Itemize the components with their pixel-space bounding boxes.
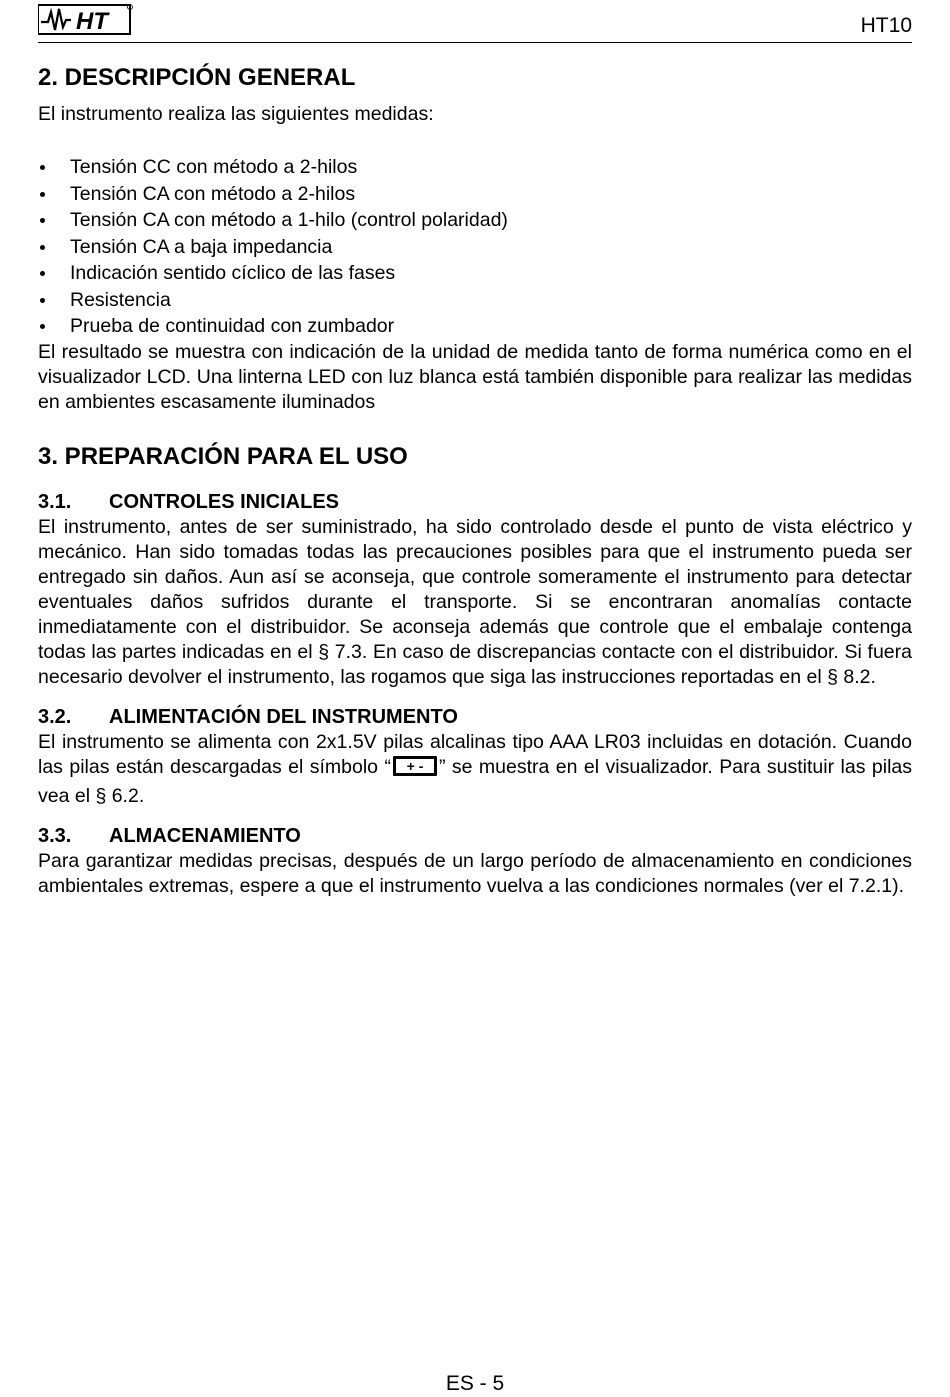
ht-logo	[38, 3, 134, 35]
battery-low-icon	[392, 755, 438, 784]
subsection-title: ALMACENAMIENTO	[109, 824, 301, 847]
subsection-title: ALIMENTACIÓN DEL INSTRUMENTO	[109, 705, 458, 728]
subsection-title: CONTROLES INICIALES	[109, 490, 340, 513]
bullet-icon	[40, 192, 45, 197]
bullet-icon	[40, 298, 45, 303]
result-paragraph: El resultado se muestra con indicación de la unidad de medida tanto de forma numérica como en el visualizador LCD. Una linterna LED con luz blanca está también disponible para realizar las medidas en ambientes escasamente iluminados	[38, 340, 912, 413]
list-item-text: Indicación sentido cíclico de las fases	[70, 262, 396, 284]
list-item-text: Prueba de continuidad con zumbador	[70, 315, 395, 337]
subsection-3-2-heading	[38, 704, 912, 730]
list-item	[38, 313, 912, 340]
power-text-after: ” se muestra en el visualizador. Para sustituir las pilas vea el § 6.2.	[38, 755, 912, 807]
list-item	[38, 154, 912, 181]
list-item-text: Tensión CC con método a 2-hilos	[70, 156, 358, 178]
storage-paragraph: Para garantizar medidas precisas, después de un largo período de almacenamiento en condiciones ambientales extremas, espere a que el instrumento vuelva a las condiciones normales (ver el 7.2.1).	[38, 849, 912, 897]
list-item	[38, 287, 912, 314]
list-item-text: Tensión CA con método a 2-hilos	[70, 182, 356, 205]
section-2-intro: El instrumento realiza las siguientes medidas:	[38, 103, 434, 125]
list-item	[38, 234, 912, 261]
ht-logo-icon	[38, 3, 134, 35]
subsection-3-1-heading	[38, 489, 912, 515]
list-item-text: Tensión CA con método a 1-hilo (control polaridad)	[70, 209, 508, 231]
list-item	[38, 260, 912, 287]
battery-icon-label: + -	[406, 757, 424, 774]
section-2-title: 2. DESCRIPCIÓN GENERAL	[38, 64, 356, 91]
document-body	[38, 60, 912, 899]
list-item-text: Resistencia	[70, 288, 171, 311]
bullet-icon	[40, 245, 45, 250]
model-label: HT10	[860, 14, 912, 37]
bullet-icon	[40, 218, 45, 223]
power-supply-paragraph	[38, 730, 912, 809]
bullet-icon	[40, 271, 45, 276]
subsection-number: 3.3.	[38, 824, 72, 847]
subsection-number: 3.1.	[38, 490, 72, 513]
subsection-3-3-heading	[38, 823, 912, 849]
page-header	[38, 0, 912, 43]
bullet-icon	[40, 324, 45, 329]
section-3-title: 3. PREPARACIÓN PARA EL USO	[38, 442, 408, 470]
power-text-before: El instrumento se alimenta con 2x1.5V pilas alcalinas tipo AAA LR03 incluidas en dotación. Cuando las pilas están descargadas el símbolo “	[38, 730, 912, 778]
logo-text: HT	[76, 8, 108, 35]
measures-list	[38, 154, 912, 340]
list-item	[38, 181, 912, 208]
list-item	[38, 207, 912, 234]
bullet-icon	[40, 165, 45, 170]
subsection-number: 3.2.	[38, 705, 72, 728]
page-number: ES - 5	[445, 1372, 505, 1395]
initial-checks-paragraph: El instrumento, antes de ser suministrado, ha sido controlado desde el punto de vista eléctrico y mecánico. Han sido tomadas todas las precauciones posibles para que el instrumento pueda ser entregado sin daños. Aun así se aconseja, que controle someramente el instrumento para detectar eventuales daños sufridos durante el transporte. Si se encontraran anomalías contacte inmediatamente con el distribuidor. Se aconseja además que controle que el embalaje contenga todas las partes indicadas en el § 7.3. En caso de discrepancias contacte con el distribuidor. Si fuera necesario devolver el instrumento, las rogamos que siga las instrucciones reportadas en el § 8.2.	[38, 515, 912, 688]
list-item-text: Tensión CA a baja impedancia	[70, 235, 333, 258]
